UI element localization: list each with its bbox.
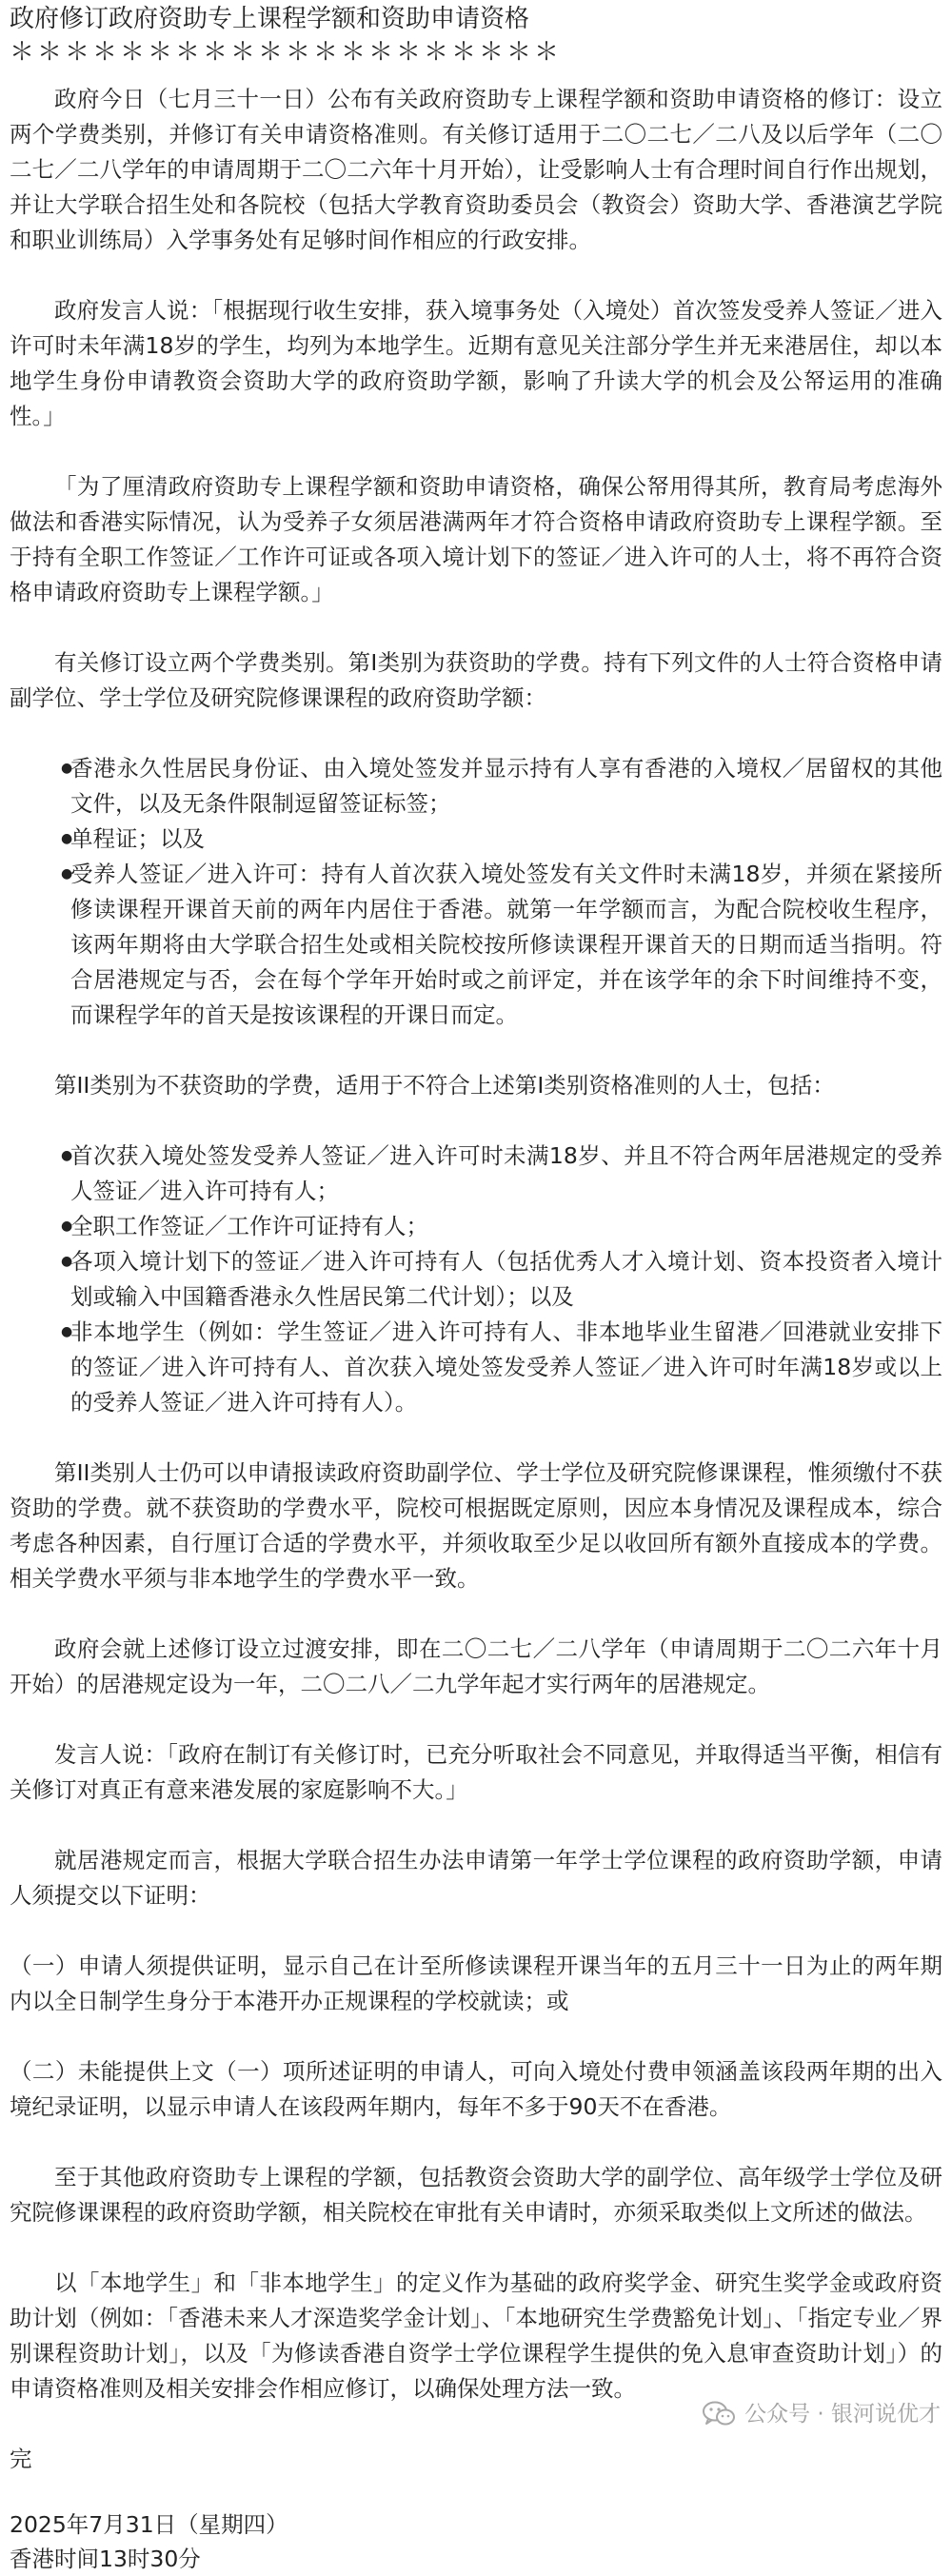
list-item: ● 各项入境计划下的签证／进入许可持有人（包括优秀人才入境计划、资本投资者入境计划或输入中国籍香港永久性居民第二代计划）；以及 [10, 1244, 942, 1315]
list-item: ● 非本地学生（例如：学生签证／进入许可持有人、非本地毕业生留港／回港就业安排下的签证／进入许可持有人、首次获入境处签发受养人签证／进入许可时年满18岁或以上的受养人签证／进入许可持有人）。 [10, 1315, 942, 1420]
bullet-icon: ● [61, 1148, 73, 1163]
release-time: 香港时间13时30分 [10, 2546, 201, 2572]
list-item: ● 单程证；以及 [10, 822, 942, 857]
title-underline-stars: ＊＊＊＊＊＊＊＊＊＊＊＊＊＊＊＊＊＊＊＊ [10, 38, 563, 67]
category-2-list [10, 1139, 942, 1420]
paragraph-proof-1: （一）申请人须提供证明，显示自己在计至所修读课程开课当年的五月三十一日为止的两年期内以全日制学生身分于本港开办正规课程的学校就读；或 [10, 1952, 942, 2014]
bullet-icon: ● [61, 1324, 73, 1339]
release-date: 2025年7月31日（星期四） [10, 2511, 288, 2538]
end-mark: 完 [10, 2446, 32, 2472]
list-item: ● 受养人签证／进入许可：持有人首次获入境处签发有关文件时未满18岁，并须在紧接所修读课程开课首天前的两年内居住于香港。就第一年学额而言，为配合院校收生程序，该两年期将由大学联合招生处或相关院校按所修读课程开课首天的日期而适当指明。符合居港规定与否，会在每个学年开始时或之前评定，并在该学年的余下时间维持不变，而课程学年的首天是按该课程的开课日而定。 [10, 857, 942, 1033]
paragraph-category-1: 有关修订设立两个学费类别。第I类别为获资助的学费。持有下列文件的人士符合资格申请副学位、学士学位及研究院修课课程的政府资助学额： [10, 649, 942, 711]
paragraph-spokesman-3: 发言人说：「政府在制订有关修订时，已充分听取社会不同意见，并取得适当平衡，相信有关修订对真正有意来港发展的家庭影响不大。」 [10, 1741, 942, 1803]
wechat-icon [703, 2401, 735, 2427]
bullet-icon: ● [61, 866, 73, 882]
bullet-icon: ● [61, 831, 73, 846]
list-item: ● 首次获入境处签发受养人签证／进入许可时未满18岁、并且不符合两年居港规定的受养人签证／进入许可持有人； [10, 1139, 942, 1209]
watermark [703, 2400, 941, 2428]
watermark-text: 公众号 · 银河说优才 [744, 2402, 941, 2427]
bullet-icon: ● [61, 1254, 73, 1269]
list-item: ● 全职工作签证／工作许可证持有人； [10, 1209, 942, 1244]
bullet-icon: ● [61, 761, 73, 776]
paragraph-transition: 政府会就上述修订设立过渡安排，即在二〇二七／二八学年（申请周期于二〇二六年十月开始）的居港规定设为一年，二〇二八／二九学年起才实行两年的居港规定。 [10, 1635, 942, 1697]
category-1-list [10, 751, 942, 1033]
paragraph-category-2-fees: 第II类别人士仍可以申请报读政府资助副学位、学士学位及研究院修课课程，惟须缴付不获资助的学费。就不获资助的学费水平，院校可根据既定原则，因应本身情况及课程成本，综合考虑各种因素，自行厘订合适的学费水平，并须收取至少足以收回所有额外直接成本的学费。相关学费水平须与非本地学生的学费水平一致。 [10, 1459, 942, 1592]
paragraph-intro: 政府今日（七月三十一日）公布有关政府资助专上课程学额和资助申请资格的修订：设立两个学费类别，并修订有关申请资格准则。有关修订适用于二〇二七／二八及以后学年（二〇二七／二八学年的申请周期于二〇二六年十月开始），让受影响人士有合理时间自行作出规划，并让大学联合招生处和各院校（包括大学教育资助委员会（教资会）资助大学、香港演艺学院和职业训练局）入学事务处有足够时间作相应的行政安排。 [10, 86, 942, 253]
bullet-icon: ● [61, 1219, 73, 1234]
paragraph-spokesman-2: 「为了厘清政府资助专上课程学额和资助申请资格，确保公帑用得其所，教育局考虑海外做法和香港实际情况，认为受养子女须居港满两年才符合资格申请政府资助专上课程学额。至于持有全职工作签证／工作许可证或各项入境计划下的签证／进入许可的人士，将不再符合资格申请政府资助专上课程学额。」 [10, 473, 942, 605]
paragraph-spokesman-1: 政府发言人说：「根据现行收生安排，获入境事务处（入境处）首次签发受养人签证／进入许可时未年满18岁的学生，均列为本地学生。近期有意见关注部分学生并无来港居住，却以本地学生身份申请教资会资助大学的政府资助学额，影响了升读大学的机会及公帑运用的准确性。」 [10, 297, 942, 429]
paragraph-other-courses: 至于其他政府资助专上课程的学额，包括教资会资助大学的副学位、高年级学士学位及研究院修课课程的政府资助学额，相关院校在审批有关申请时，亦须采取类似上文所述的做法。 [10, 2164, 942, 2226]
list-item: ● 香港永久性居民身份证、由入境处签发并显示持有人享有香港的入境权／居留权的其他文件，以及无条件限制逗留签证标签； [10, 751, 942, 822]
paragraph-residence-proof: 就居港规定而言，根据大学联合招生办法申请第一年学士学位课程的政府资助学额，申请人须提交以下证明： [10, 1847, 942, 1909]
paragraph-category-2: 第II类别为不获资助的学费，适用于不符合上述第I类别资格准则的人士，包括： [54, 1072, 835, 1099]
page-title: 政府修订政府资助专上课程学额和资助申请资格 [10, 5, 530, 33]
paragraph-scholarships: 以「本地学生」和「非本地学生」的定义作为基础的政府奖学金、研究生奖学金或政府资助计划（例如：「香港未来人才深造奖学金计划」、「本地研究生学费豁免计划」、「指定专业／界别课程资助计划」，以及「为修读香港自资学士学位课程学生提供的免入息审查资助计划」）的申请资格准则及相关安排会作相应修订，以确保处理方法一致。 [10, 2269, 942, 2402]
paragraph-proof-2: （二）未能提供上文（一）项所述证明的申请人，可向入境处付费申领涵盖该段两年期的出入境纪录证明，以显示申请人在该段两年期内，每年不多于90天不在香港。 [10, 2058, 942, 2120]
